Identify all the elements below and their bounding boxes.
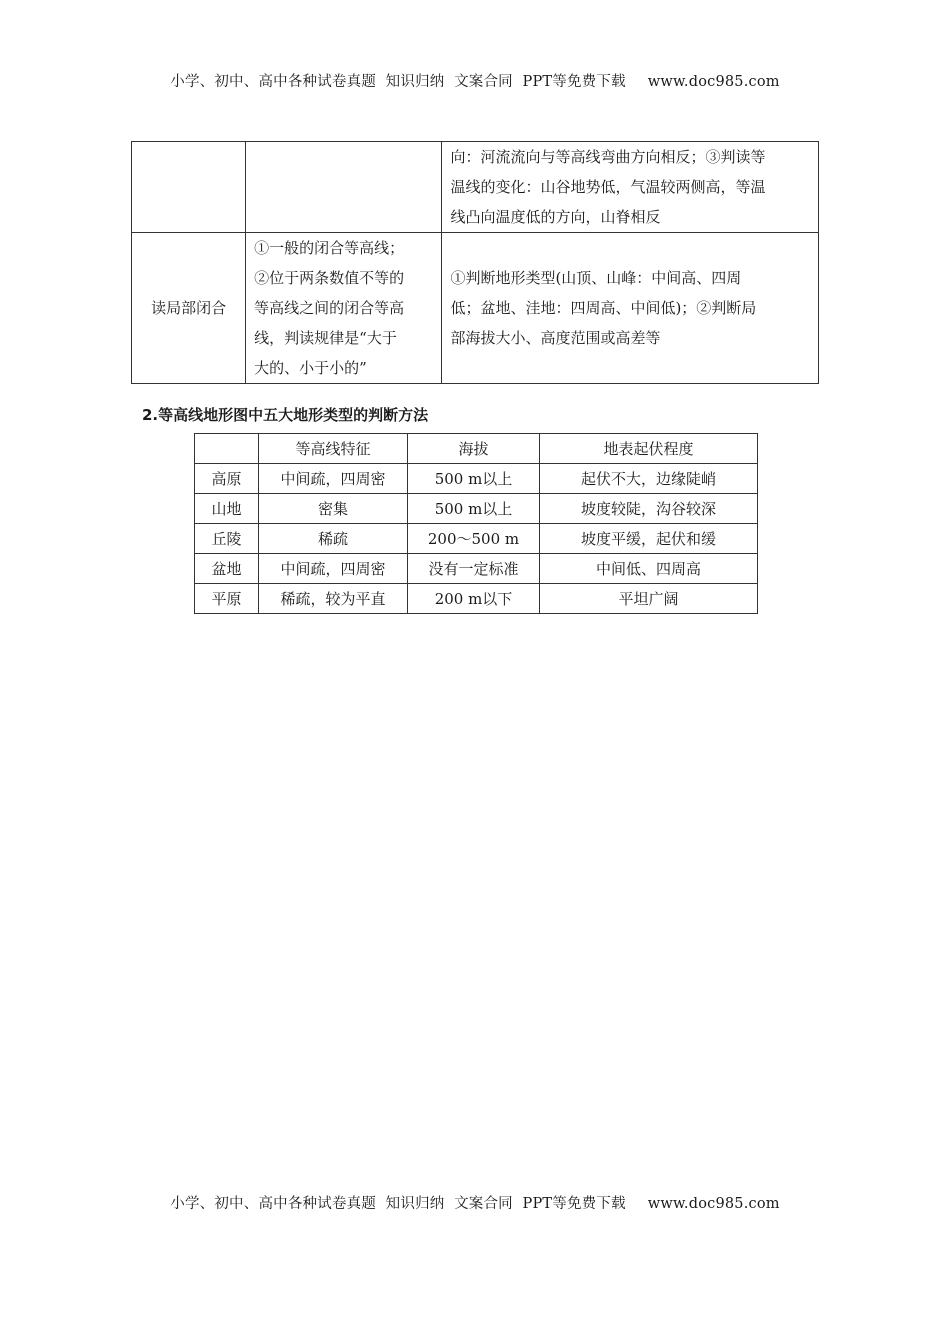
landform-types-table	[194, 433, 758, 614]
cell-line: ②位于两条数值不等的	[254, 269, 405, 287]
table-cell: 200～500 m	[408, 524, 540, 554]
table-cell: 500 m以上	[408, 464, 540, 494]
cell-line: 等高线之间的闭合等高	[254, 299, 405, 317]
table-row	[195, 584, 758, 614]
cell-line: 向：河流流向与等高线弯曲方向相反；③判读等	[450, 148, 766, 166]
table-cell: 稀疏	[259, 524, 408, 554]
cell-line: ①判断地形类型(山顶、山峰：中间高、四周	[450, 269, 742, 287]
footer-text: 小学、初中、高中各种试卷真题 知识归纳 文案合同 PPT等免费下载	[170, 1196, 626, 1212]
table-cell: 起伏不大，边缘陡峭	[540, 464, 758, 494]
cell-line: 线凸向温度低的方向，山脊相反	[450, 208, 661, 226]
table-cell: 高原	[195, 464, 259, 494]
table-cell: 密集	[259, 494, 408, 524]
header-text: 小学、初中、高中各种试卷真题 知识归纳 文案合同 PPT等免费下载	[170, 74, 626, 90]
table-cell: 山地	[195, 494, 259, 524]
column-header	[195, 434, 259, 464]
footer-url[interactable]: www.doc985.com	[647, 1196, 780, 1212]
table-cell: 平坦广阔	[540, 584, 758, 614]
page-footer	[0, 1192, 950, 1213]
table-header-row	[195, 434, 758, 464]
row-label: 读局部闭合	[132, 233, 246, 384]
table-cell: 中间低、四周高	[540, 554, 758, 584]
table-row	[132, 142, 819, 233]
cell-line: 线，判读规律是“大于	[254, 329, 397, 347]
column-header: 等高线特征	[259, 434, 408, 464]
table-cell: 坡度较陡，沟谷较深	[540, 494, 758, 524]
table-cell: 200 m以下	[408, 584, 540, 614]
table-cell: 平原	[195, 584, 259, 614]
cell-line: 低；盆地、洼地：四周高、中间低)；②判断局	[450, 299, 757, 317]
table-cell	[442, 142, 819, 233]
table-cell: 盆地	[195, 554, 259, 584]
header-url[interactable]: www.doc985.com	[647, 74, 780, 90]
table-row	[195, 494, 758, 524]
table-row	[195, 524, 758, 554]
table-cell	[246, 142, 442, 233]
contour-reading-table	[131, 141, 819, 384]
table-cell: 没有一定标准	[408, 554, 540, 584]
table-cell: 中间疏，四周密	[259, 464, 408, 494]
table-cell	[442, 233, 819, 384]
cell-line: 大的、小于小的”	[254, 359, 367, 377]
table-cell: 坡度平缓，起伏和缓	[540, 524, 758, 554]
column-header: 地表起伏程度	[540, 434, 758, 464]
table-cell	[132, 142, 246, 233]
table-row	[195, 554, 758, 584]
table-cell: 500 m以上	[408, 494, 540, 524]
table-cell	[246, 233, 442, 384]
column-header: 海拔	[408, 434, 540, 464]
section-title: 2.等高线地形图中五大地形类型的判断方法	[142, 406, 429, 424]
table-cell: 丘陵	[195, 524, 259, 554]
cell-line: 温线的变化：山谷地势低，气温较两侧高，等温	[450, 178, 766, 196]
page-header	[0, 70, 950, 91]
table-cell: 稀疏，较为平直	[259, 584, 408, 614]
table-row	[132, 233, 819, 384]
cell-line: 部海拔大小、高度范围或高差等	[450, 329, 661, 347]
table-cell: 中间疏，四周密	[259, 554, 408, 584]
table-row	[195, 464, 758, 494]
cell-line: ①一般的闭合等高线；	[254, 239, 405, 257]
